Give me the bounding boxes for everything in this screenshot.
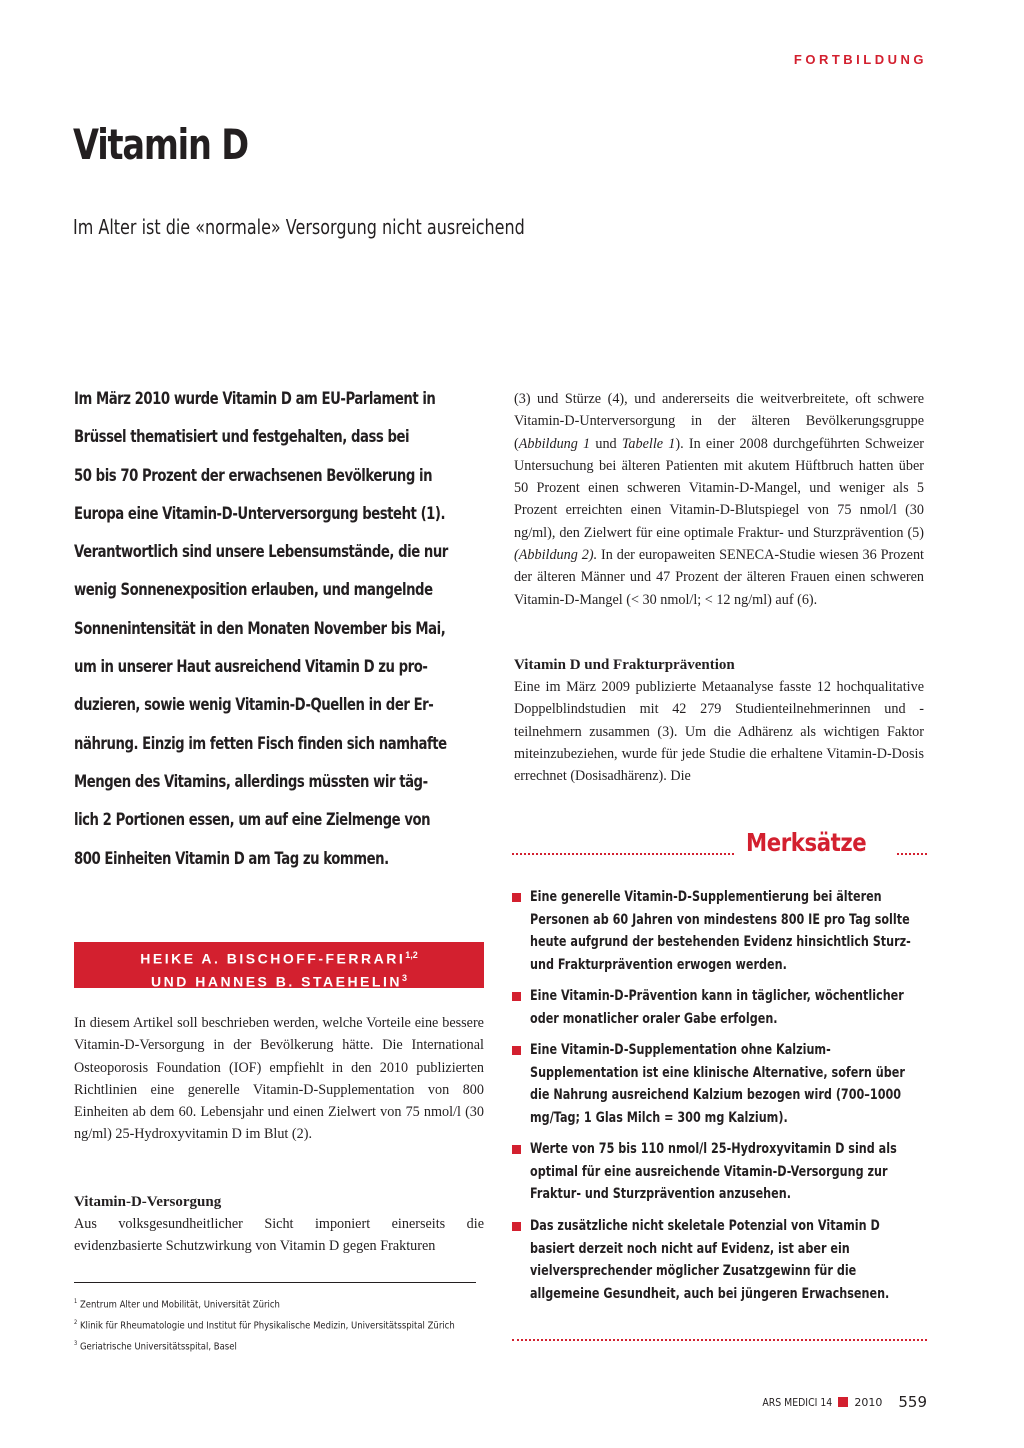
- merksaetze-list: [512, 886, 932, 1314]
- lead-line: 50 bis 70 Prozent der erwachsenen Bevölkerung in: [74, 465, 433, 486]
- square-bullet-icon: [512, 1222, 521, 1231]
- square-bullet-icon: [512, 1145, 521, 1154]
- footnote-text: Geriatrische Universitätsspital, Basel: [79, 1341, 237, 1353]
- lead-line: Brüssel thematisiert und festgehalten, dass bei: [74, 427, 410, 448]
- footnote-number: 2: [74, 1318, 78, 1326]
- merksaetze-dotted-rule-bottom: [512, 1339, 927, 1341]
- footnotes: [74, 1293, 494, 1356]
- footnote-text: Zentrum Alter und Mobilität, Universität Zürich: [79, 1299, 280, 1311]
- merksaetze-item-text: Das zusätzliche nicht skeletale Potenzial von Vitamin D basiert derzeit noch nicht auf Evidenz, ist aber ein vielversprechender möglicher Zusatzgewinn für die allgemeine Gesundheit, auch bei jüngeren Erwachsenen.: [530, 1218, 890, 1302]
- section-versorgung-text-right: [514, 388, 924, 611]
- square-bullet-icon: [512, 1046, 521, 1055]
- lead-paragraph: [74, 380, 484, 878]
- footnote-number: 3: [74, 1339, 78, 1347]
- merksaetze-item: [512, 1039, 932, 1129]
- author-line-1: [74, 946, 484, 969]
- section-frakturpraevention: [514, 654, 924, 787]
- page-number: 559: [898, 1393, 927, 1411]
- author-box: [74, 942, 484, 988]
- text-run: (3) und Stürze (4), und andererseits die weitverbreitete, oft schwere Vitamin-D-Unterversorgung in der älteren Bevölkerungsgruppe (: [514, 391, 924, 452]
- lead-line: Mengen des Vitamins, allerdings müssten wir täg-: [74, 771, 428, 792]
- text-run: ). In einer 2008 durchgeführten Schweizer Untersuchung bei älteren Patienten mit akutem Hüftbruch hatten über 50 Prozent einen schweren Vitamin-D-Mangel, und weniger als 5 Prozent erreichten einen Vitamin-D-Blutspiegel von 75 nmol/l (30 ng/ml), den Zielwert für eine optimale Fraktur- und Sturzprävention (5): [514, 435, 924, 541]
- merksaetze-item-text: Eine generelle Vitamin-D-Supplementierung bei älteren Personen ab 60 Jahren von mindestens 800 IE pro Tag sollte heute aufgrund der bestehenden Evidenz hinsichtlich Sturz- und Frakturprävention erwogen werden.: [530, 889, 911, 973]
- merksaetze-item: [512, 886, 932, 976]
- text-run: In der europaweiten SENECA-Studie wiesen 36 Prozent der älteren Männer und 47 Prozent der älteren Frauen einen schweren Vitamin-D-Mangel (< 30 nmol/l; < 12 ng/ml) auf (6).: [514, 547, 924, 608]
- lead-line: Im März 2010 wurde Vitamin D am EU-Parlament in: [74, 389, 436, 409]
- article-title: Vitamin D: [73, 120, 248, 169]
- merksaetze-item-text: Werte von 75 bis 110 nmol/l 25-Hydroxyvitamin D sind als optimal für eine ausreichende Vitamin-D-Versorgung zur Fraktur- und Sturzprävention anzusehen.: [530, 1141, 897, 1202]
- footnote-text: Klinik für Rheumatologie und Institut für Physikalische Medizin, Universitätsspital Zürich: [79, 1320, 455, 1332]
- lead-line: Europa eine Vitamin-D-Unterversorgung besteht (1).: [74, 503, 446, 524]
- square-bullet-icon: [512, 992, 521, 1001]
- merksaetze-item-text: Eine Vitamin-D-Supplementation ohne Kalzium-Supplementation ist eine klinische Alternative, sofern über die Nahrung ausreichend Kalzium bezogen wird (700–1000 mg/Tag; 1 Glas Milch = 300 mg Kalzium).: [530, 1042, 905, 1126]
- lead-line: um in unserer Haut ausreichend Vitamin D zu pro-: [74, 657, 428, 678]
- lead-line: Verantwortlich sind unsere Lebensumstände, die nur: [74, 542, 448, 563]
- lead-line: nährung. Einzig im fetten Fisch finden sich namhafte: [74, 733, 447, 754]
- author-affiliation-1: 1,2: [405, 950, 418, 960]
- merksaetze-dotted-rule-left: [512, 853, 734, 855]
- section-frakturpraevention-text: Eine im März 2009 publizierte Metaanalyse fasste 12 hochqualitative Doppelblindstudien mit 42 279 Studienteilnehmerinnen und -teilnehmern zusammen (3). Um die Adhärenz als wichtigen Faktor miteinzubeziehen, wurde für jede Studie die erhaltene Vitamin-D-Dosis errechnet (Dosisadhärenz). Die: [514, 679, 924, 785]
- merksaetze-item: [512, 1138, 932, 1206]
- footnote: [74, 1335, 431, 1356]
- table-reference: Tabelle 1: [621, 435, 676, 452]
- article-subtitle: Im Alter ist die «normale» Versorgung nicht ausreichend: [73, 215, 525, 239]
- footnote-number: 1: [74, 1298, 78, 1305]
- author-name-1: HEIKE A. BISCHOFF-FERRARI: [140, 950, 406, 967]
- merksaetze-item-text: Eine Vitamin-D-Prävention kann in täglicher, wöchentlicher oder monatlicher oraler Gabe erfolgen.: [530, 988, 904, 1027]
- journal-year: 2010: [854, 1395, 883, 1409]
- section-versorgung-text-left: Aus volksgesundheitlicher Sicht imponiert einerseits die evidenzbasierte Schutzwirkung von Vitamin D gegen Frakturen: [74, 1216, 484, 1255]
- author-affiliation-2: 3: [401, 972, 407, 983]
- lead-line: lich 2 Portionen essen, um auf eine Zielmenge von: [74, 810, 431, 831]
- section-heading-frakturpraevention: Vitamin D und Frakturprävention: [514, 657, 735, 673]
- page-footer: [750, 1392, 927, 1412]
- author-line-2: [74, 969, 484, 992]
- square-separator-icon: [838, 1397, 848, 1407]
- section-versorgung-left: [74, 1191, 484, 1258]
- footnote: [74, 1314, 455, 1335]
- footnote-divider: [74, 1282, 476, 1283]
- merksaetze-title: Merksätze: [746, 828, 867, 857]
- footnote: [74, 1293, 431, 1314]
- merksaetze-dotted-rule-right: [897, 853, 927, 855]
- square-bullet-icon: [512, 893, 521, 902]
- figure-reference: (Abbildung 2).: [514, 547, 598, 564]
- section-heading-versorgung: Vitamin-D-Versorgung: [74, 1194, 222, 1210]
- lead-line: 800 Einheiten Vitamin D am Tag zu kommen.: [74, 848, 389, 869]
- figure-reference: Abbildung 1: [518, 435, 591, 452]
- intro-text: In diesem Artikel soll beschrieben werden, welche Vorteile eine bessere Vitamin-D-Versorgung in der Bevölkerung hätte. Die International Osteoporosis Foundation (IOF) empfiehlt in den 2010 publizierten Richtlinien eine generelle Vitamin-D-Supplementation von 800 Einheiten ab dem 60. Lebensjahr und einen Zielwert von 75 nmol/l (30 ng/ml) 25-Hydroxyvitamin D im Blut (2).: [74, 1015, 484, 1143]
- journal-name: ARS MEDICI 14: [762, 1395, 833, 1409]
- lead-line: wenig Sonnenexposition erlauben, und mangelnde: [74, 580, 433, 601]
- lead-line: duzieren, sowie wenig Vitamin-D-Quellen in der Er-: [74, 695, 434, 716]
- lead-line: Sonnenintensität in den Monaten November bis Mai,: [74, 618, 446, 639]
- author-name-2: UND HANNES B. STAEHELIN: [151, 973, 402, 990]
- section-versorgung-right: [514, 388, 924, 611]
- merksaetze-item: [512, 1215, 932, 1305]
- intro-paragraph: [74, 1012, 484, 1146]
- text-run: und: [590, 435, 622, 452]
- section-label: FORTBILDUNG: [793, 52, 927, 67]
- merksaetze-item: [512, 985, 932, 1030]
